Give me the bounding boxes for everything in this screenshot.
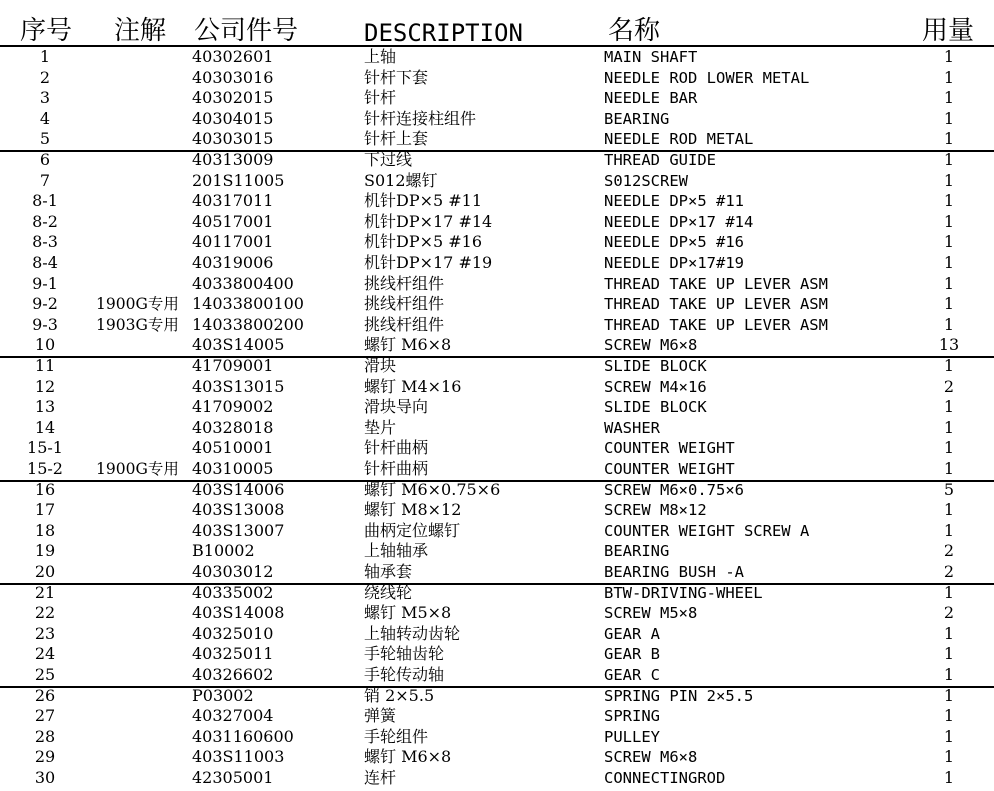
row-number: 17	[34, 500, 56, 520]
table-row	[0, 88, 994, 109]
row-note	[96, 418, 186, 439]
row-note	[96, 644, 186, 665]
row-description: 针杆曲柄	[364, 459, 429, 478]
row-description: 机针DP×17 #14	[364, 211, 493, 231]
row-part-code: 40303016	[192, 67, 274, 87]
row-name: COUNTER WEIGHT	[604, 439, 735, 458]
table-row	[0, 377, 994, 398]
row-quantity: 1	[943, 129, 955, 149]
row-part-code: 40117001	[192, 232, 274, 252]
row-name: NEEDLE ROD METAL	[604, 130, 754, 149]
row-name: THREAD TAKE UP LEVER ASM	[604, 295, 828, 314]
row-part-code: 403S14008	[192, 603, 285, 623]
table-row	[0, 356, 994, 377]
row-description: 螺钉 M6×8	[364, 747, 452, 767]
row-name: S012SCREW	[604, 171, 688, 190]
row-note	[96, 88, 186, 109]
row-name: GEAR C	[604, 666, 660, 684]
row-part-code: B10002	[192, 541, 255, 561]
row-note	[96, 253, 186, 274]
row-part-code: 40302015	[192, 88, 274, 108]
row-description: 手轮轴齿轮	[364, 644, 445, 664]
row-description: 机针DP×5 #11	[364, 191, 483, 211]
row-note	[96, 397, 186, 418]
row-number: 19	[34, 541, 56, 561]
row-name: CONNECTINGROD	[604, 769, 726, 787]
row-description: 挑线杆组件	[364, 273, 445, 293]
row-description: 垫片	[364, 417, 397, 437]
row-note	[96, 109, 186, 130]
row-note	[96, 129, 186, 150]
row-number: 8-3	[32, 232, 58, 252]
row-part-code: 40517001	[192, 211, 274, 231]
row-part-code: 403S11003	[192, 747, 285, 767]
row-description: 上轴轴承	[364, 541, 429, 561]
row-number: 9-2	[32, 294, 58, 314]
row-quantity: 1	[943, 747, 955, 767]
row-name: SCREW M4×16	[604, 377, 707, 396]
row-part-code: 40313009	[192, 150, 274, 169]
row-description: 针杆曲柄	[364, 438, 429, 458]
row-description: 弹簧	[364, 706, 397, 726]
row-number: 16	[34, 479, 56, 499]
row-number: 3	[39, 88, 51, 108]
row-name: THREAD TAKE UP LEVER ASM	[604, 274, 828, 293]
table-row	[0, 294, 994, 315]
row-name: COUNTER WEIGHT SCREW A	[604, 521, 810, 540]
table-row	[0, 768, 994, 789]
row-description: 螺钉 M4×16	[364, 376, 462, 396]
row-note	[96, 706, 186, 727]
row-note	[96, 356, 186, 377]
row-name: SCREW M5×8	[604, 604, 698, 623]
row-note	[96, 335, 186, 356]
row-description: 绕线轮	[364, 582, 413, 602]
row-note	[96, 665, 186, 686]
row-quantity: 1	[943, 67, 955, 87]
row-note	[96, 171, 186, 192]
row-part-code: 14033800100	[192, 294, 304, 314]
row-quantity: 1	[943, 459, 955, 478]
row-number: 6	[39, 150, 51, 169]
row-number: 14	[34, 417, 56, 437]
table-row	[0, 459, 994, 480]
row-number: 28	[34, 726, 56, 746]
row-description: 连杆	[364, 768, 397, 787]
table-row	[0, 129, 994, 150]
row-note	[96, 377, 186, 398]
row-quantity: 1	[943, 726, 955, 746]
row-note: 1900G专用	[96, 295, 179, 314]
row-quantity: 1	[943, 88, 955, 108]
table-row	[0, 191, 994, 212]
row-description: 机针DP×17 #19	[364, 253, 493, 272]
row-part-code: 403S14005	[192, 335, 285, 355]
table-row	[0, 500, 994, 521]
row-note	[96, 68, 186, 89]
row-description: S012螺钉	[364, 170, 438, 190]
row-note	[96, 583, 186, 604]
row-quantity: 1	[943, 417, 955, 437]
row-note	[96, 480, 186, 501]
row-name: MAIN SHAFT	[604, 48, 698, 66]
row-number: 23	[34, 623, 56, 643]
table-row	[0, 212, 994, 233]
row-description: 下过线	[364, 150, 413, 169]
row-name: SPRING	[604, 707, 660, 726]
row-number: 29	[34, 747, 56, 767]
header-name: 名称	[608, 16, 661, 46]
row-quantity: 1	[943, 500, 955, 520]
row-note	[96, 438, 186, 459]
row-quantity: 2	[943, 376, 955, 396]
row-number: 22	[34, 603, 56, 623]
row-number: 7	[39, 170, 51, 190]
row-name: NEEDLE DP×17 #14	[604, 212, 754, 231]
table-row	[0, 644, 994, 665]
row-name: NEEDLE ROD LOWER METAL	[604, 68, 810, 87]
row-quantity: 1	[943, 768, 955, 787]
row-part-code: 403S13015	[192, 376, 285, 396]
row-note: 1903G专用	[96, 315, 179, 334]
row-number: 8-1	[32, 191, 58, 211]
row-quantity: 1	[943, 582, 955, 602]
row-name: BTW-DRIVING-WHEEL	[604, 583, 763, 602]
row-number: 27	[34, 706, 56, 726]
row-number: 1	[39, 47, 51, 66]
row-part-code: 40310005	[192, 459, 274, 478]
table-row	[0, 274, 994, 295]
row-quantity: 1	[943, 706, 955, 726]
row-quantity: 2	[943, 562, 955, 581]
row-number: 2	[39, 67, 51, 87]
header-no: 序号	[20, 16, 73, 46]
row-number: 20	[34, 562, 56, 581]
row-description: 销 2×5.5	[364, 685, 435, 705]
header-note: 注解	[114, 16, 167, 46]
row-description: 滑块	[364, 356, 397, 375]
table-row	[0, 603, 994, 624]
row-quantity: 1	[943, 314, 955, 334]
row-name: BEARING	[604, 109, 670, 128]
table-row	[0, 747, 994, 768]
row-name: PULLEY	[604, 727, 660, 746]
table-row	[0, 706, 994, 727]
row-description: 轴承套	[364, 562, 413, 581]
row-note	[96, 500, 186, 521]
row-number: 26	[34, 685, 56, 705]
row-name: WASHER	[604, 418, 660, 437]
row-quantity: 1	[943, 191, 955, 211]
row-number: 8-4	[32, 253, 58, 272]
row-number: 25	[34, 665, 56, 684]
row-quantity: 1	[943, 623, 955, 643]
table-row	[0, 727, 994, 748]
table-row	[0, 315, 994, 336]
row-description: 机针DP×5 #16	[364, 232, 483, 252]
row-quantity: 13	[938, 335, 960, 355]
row-name: BEARING	[604, 542, 670, 561]
table-row	[0, 47, 994, 68]
row-part-code: 40327004	[192, 706, 274, 726]
table-row	[0, 624, 994, 645]
row-quantity: 1	[943, 170, 955, 190]
table-row	[0, 171, 994, 192]
row-quantity: 1	[943, 520, 955, 540]
row-quantity: 1	[943, 356, 955, 375]
row-name: NEEDLE DP×5 #11	[604, 192, 744, 211]
table-row	[0, 68, 994, 89]
row-description: 螺钉 M6×8	[364, 335, 452, 355]
table-row	[0, 480, 994, 501]
row-quantity: 1	[943, 253, 955, 272]
row-note	[96, 150, 186, 171]
row-number: 30	[34, 768, 56, 787]
row-number: 10	[34, 335, 56, 355]
row-quantity: 1	[943, 150, 955, 169]
row-name: SPRING PIN 2×5.5	[604, 686, 754, 705]
table-row	[0, 562, 994, 583]
row-description: 手轮传动轴	[364, 665, 445, 684]
row-note: 1900G专用	[96, 460, 179, 478]
row-part-code: 14033800200	[192, 314, 304, 334]
row-name: THREAD TAKE UP LEVER ASM	[604, 315, 828, 334]
table-row	[0, 232, 994, 253]
row-quantity: 1	[943, 665, 955, 684]
table-row	[0, 438, 994, 459]
row-name: SCREW M6×8	[604, 336, 698, 355]
row-note	[96, 727, 186, 748]
row-quantity: 1	[943, 685, 955, 705]
row-part-code: 40335002	[192, 582, 274, 602]
row-number: 11	[34, 356, 56, 375]
row-note	[96, 274, 186, 295]
row-number: 15-1	[27, 438, 63, 458]
table-row	[0, 521, 994, 542]
row-description: 针杆连接柱组件	[364, 108, 477, 128]
row-part-code: 42305001	[192, 768, 274, 787]
table-row	[0, 418, 994, 439]
row-part-code: 403S13008	[192, 500, 285, 520]
row-name: BEARING BUSH -A	[604, 563, 744, 581]
row-part-code: 403S14006	[192, 479, 285, 499]
row-description: 螺钉 M8×12	[364, 500, 462, 520]
row-part-code: 40303012	[192, 562, 274, 581]
row-part-code: 40317011	[192, 191, 274, 211]
row-part-code: 40303015	[192, 129, 274, 149]
row-number: 18	[34, 520, 56, 540]
row-part-code: 201S11005	[192, 170, 285, 190]
row-number: 21	[34, 582, 56, 602]
row-quantity: 1	[943, 232, 955, 252]
row-quantity: 1	[943, 397, 955, 417]
row-number: 12	[34, 376, 56, 396]
table-row	[0, 150, 994, 171]
table-row	[0, 335, 994, 356]
row-note	[96, 521, 186, 542]
row-note	[96, 768, 186, 789]
table-row	[0, 686, 994, 707]
row-note	[96, 624, 186, 645]
row-description: 挑线杆组件	[364, 314, 445, 334]
row-part-code: 41709002	[192, 397, 274, 417]
row-part-code: P03002	[192, 685, 254, 705]
table-row	[0, 253, 994, 274]
row-description: 曲柄定位螺钉	[364, 520, 461, 540]
row-part-code: 4031160600	[192, 726, 294, 746]
table-row	[0, 397, 994, 418]
row-name: THREAD GUIDE	[604, 151, 716, 169]
row-name: SCREW M6×0.75×6	[604, 480, 744, 499]
header-qty: 用量	[922, 16, 975, 46]
row-note	[96, 47, 186, 68]
header-description: DESCRIPTION	[364, 19, 523, 47]
row-quantity: 1	[943, 211, 955, 231]
table-row	[0, 665, 994, 686]
row-part-code: 40326602	[192, 665, 274, 684]
row-description: 手轮组件	[364, 726, 429, 746]
row-part-code: 40325010	[192, 623, 274, 643]
row-number: 15-2	[27, 459, 63, 478]
row-note	[96, 191, 186, 212]
row-description: 挑线杆组件	[364, 294, 445, 314]
row-note	[96, 212, 186, 233]
row-name: GEAR B	[604, 645, 660, 664]
row-number: 24	[34, 644, 56, 664]
row-name: SCREW M8×12	[604, 501, 707, 520]
row-quantity: 1	[943, 294, 955, 314]
row-part-code: 40302601	[192, 47, 274, 66]
row-name: NEEDLE DP×17#19	[604, 254, 744, 272]
row-number: 4	[39, 108, 51, 128]
row-name: COUNTER WEIGHT	[604, 460, 735, 478]
row-part-code: 40325011	[192, 644, 274, 664]
row-part-code: 403S13007	[192, 520, 285, 540]
row-note	[96, 232, 186, 253]
row-number: 9-3	[32, 314, 58, 334]
row-description: 上轴转动齿轮	[364, 623, 461, 643]
row-description: 针杆上套	[364, 129, 429, 149]
row-name: SLIDE BLOCK	[604, 398, 707, 417]
row-note	[96, 562, 186, 583]
row-description: 针杆下套	[364, 67, 429, 87]
row-number: 13	[34, 397, 56, 417]
header-part-no: 公司件号	[194, 16, 299, 46]
row-description: 上轴	[364, 47, 397, 66]
row-quantity: 2	[943, 603, 955, 623]
table-row	[0, 583, 994, 604]
row-quantity: 5	[943, 479, 955, 499]
row-quantity: 2	[943, 541, 955, 561]
table-row	[0, 541, 994, 562]
row-name: NEEDLE DP×5 #16	[604, 233, 744, 252]
row-name: GEAR A	[604, 624, 660, 643]
row-note	[96, 603, 186, 624]
row-part-code: 41709001	[192, 356, 274, 375]
row-name: NEEDLE BAR	[604, 89, 698, 108]
row-quantity: 1	[943, 438, 955, 458]
row-part-code: 40304015	[192, 108, 274, 128]
row-quantity: 1	[943, 108, 955, 128]
row-part-code: 40510001	[192, 438, 274, 458]
row-description: 螺钉 M5×8	[364, 603, 452, 623]
row-description: 螺钉 M6×0.75×6	[364, 479, 501, 499]
row-part-code: 40319006	[192, 253, 274, 272]
row-note	[96, 686, 186, 707]
row-number: 8-2	[32, 211, 58, 231]
row-part-code: 4033800400	[192, 273, 294, 293]
row-description: 滑块导向	[364, 397, 429, 417]
row-description: 针杆	[364, 88, 397, 108]
row-number: 5	[39, 129, 51, 149]
row-quantity: 1	[943, 273, 955, 293]
row-part-code: 40328018	[192, 417, 274, 437]
row-note	[96, 541, 186, 562]
row-number: 9-1	[32, 273, 58, 293]
row-quantity: 1	[943, 47, 955, 66]
row-name: SCREW M6×8	[604, 748, 698, 767]
row-name: SLIDE BLOCK	[604, 357, 707, 375]
table-row	[0, 109, 994, 130]
row-note	[96, 747, 186, 768]
row-quantity: 1	[943, 644, 955, 664]
